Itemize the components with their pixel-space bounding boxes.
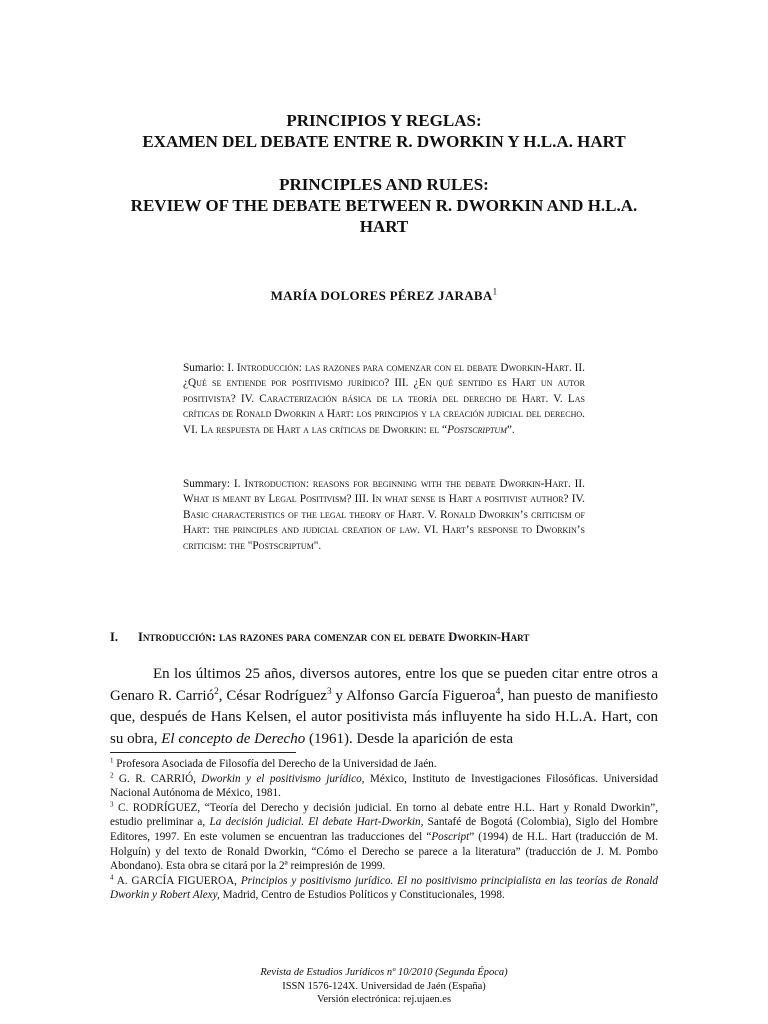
footnote-2-italic: Dworkin y el positivismo jurídico — [201, 772, 362, 785]
body-paragraph — [110, 664, 658, 750]
summary-spanish-text: Introducción: las razones para comenzar con el debate Dworkin-Hart. II. ¿Qué se entiende por positivismo jurídico? III. ¿En qué sentido es Hart un autor positivista? IV. Caracterización básica de la teoría del derecho de Hart. V. Las críticas de Ronald Dworkin a Hart: los principios y la creación judicial del derecho. VI. La respuesta de Hart a las críticas de Dworkin: el “ — [183, 362, 586, 436]
footnotes — [110, 757, 658, 903]
footnote-4 — [110, 874, 658, 903]
body-text-e: (1961). Desde la aparición de esta — [305, 730, 514, 747]
footnote-4-text-b: Madrid, Centro de Estudios Políticos y Constitucionales, 1998. — [219, 889, 505, 902]
footnote-4-number: 4 — [110, 873, 114, 882]
summary-english — [183, 477, 585, 554]
title-english-line-1: PRINCIPLES AND RULES: — [279, 175, 489, 194]
summary-spanish-end: ”. — [506, 423, 515, 436]
title-english — [80, 174, 688, 237]
section-heading — [110, 630, 670, 645]
footnote-1-text: Profesora Asociada de Filosofía del Derecho de la Universidad de Jaén. — [113, 758, 437, 770]
footnote-4-text-a: A. GARCÍA FIGUEROA, — [113, 874, 241, 887]
body-book-title: El concepto de Derecho — [161, 730, 306, 747]
body-text-a: En los últimos 25 años, diversos autores, entre los que se pueden citar entre otros a Genaro R. Carrió — [110, 666, 658, 704]
body-paragraph-1 — [110, 664, 658, 750]
body-text-b: , César Rodríguez — [218, 687, 327, 704]
running-footer — [110, 966, 658, 1007]
footer-version: Versión electrónica: rej.ujaen.es — [316, 994, 452, 1005]
footnote-3-text-b: Santafé de Bogotá (Colombia), Siglo del Hombre Editores, 1997. En este volumen se encuentran las traducciones del “ — [110, 816, 658, 843]
footnote-2-text-a: G. R. CARRIÓ, — [113, 772, 202, 785]
summary-spanish-italic: Postscriptum — [447, 423, 507, 436]
section-title: Introducción: las razones para comenzar con el debate Dworkin-Hart — [138, 630, 530, 644]
footnote-ref-4: 4 — [495, 686, 501, 697]
summary-english-lead: Summary: I. — [183, 478, 245, 490]
footnote-1 — [110, 757, 658, 772]
title-spanish-line-2: EXAMEN DEL DEBATE ENTRE R. DWORKIN Y H.L.A. HART — [142, 132, 626, 151]
author-line — [80, 288, 688, 304]
footnote-3-number: 3 — [110, 800, 114, 809]
body-text-c: y Alfonso García Figueroa — [331, 687, 496, 704]
section-number: I. — [110, 630, 118, 644]
body-text-d: , han puesto de manifiesto que, después de Hans Kelsen, el autor positivista más influyente ha sido H.L.A. Hart, con su obra, — [110, 687, 659, 747]
footnote-2-number: 2 — [110, 770, 114, 779]
title-spanish — [80, 110, 688, 152]
footnote-separator — [110, 752, 296, 753]
footnote-2-text-b: , México, Instituto de Investigaciones Filosóficas. Universidad Nacional Autónoma de México, 1981. — [110, 772, 659, 800]
footnote-3-italic-1: La decisión judicial. El debate Hart-Dworkin, — [209, 816, 424, 829]
footer-issn: ISSN 1576-124X. Universidad de Jaén (España) — [282, 980, 486, 992]
footnote-3-italic-2: Poscript — [431, 830, 470, 843]
summary-english-text: Introduction: reasons for beginning with the debate Dworkin-Hart. II. What is meant by Legal Positivism? III. In what sense is Hart a positivist author? IV. Basic characteristics of the legal theory of Hart. V. Ronald Dworkin’s criticism of Hart: the principles and judicial creation of law. VI. Hart’s response to Dworkin’s criticism: the "Postscriptum". — [183, 478, 586, 552]
title-english-line-2: REVIEW OF THE DEBATE BETWEEN R. DWORKIN AND H.L.A. — [130, 196, 638, 215]
footer-journal-text: Revista de Estudios Jurídicos nº 10/2010 (Segunda Época) — [260, 967, 508, 978]
footnote-1-number: 1 — [110, 756, 114, 765]
title-spanish-line-1: PRINCIPIOS Y REGLAS: — [286, 111, 482, 130]
author-name: MARÍA DOLORES PÉREZ JARABA — [270, 288, 493, 303]
footnote-4-italic: Principios y positivismo jurídico. El no positivismo principialista en las teorías de Ronald Dworkin y Robert Alexy, — [110, 874, 658, 902]
footnote-3 — [110, 801, 658, 874]
footnote-ref-3: 3 — [326, 686, 332, 697]
footnote-3-text-a: C. RODRÍGUEZ, “Teoría del Derecho y decisión judicial. En torno al debate entre H.L. Hart y Ronald Dworkin”, estudio preliminar a, — [110, 801, 658, 829]
summary-spanish — [183, 361, 585, 438]
footnote-ref-2: 2 — [214, 686, 219, 697]
footnote-2 — [110, 772, 658, 801]
title-english-line-3: HART — [359, 217, 409, 236]
summary-spanish-lead: Sumario: I. — [183, 362, 237, 374]
footnote-3-text-c: ” (1994) de H.L. Hart (traducción de M. Holguín) y del texto de Ronald Dworkin, “Cómo el Derecho se parece a la literatura” (traducción de J. M. Pombo Abondano). Esta obra se citará por la 2ª reimpresión de 1999. — [110, 830, 658, 873]
footer-journal — [110, 966, 658, 980]
author-footnote-ref: 1 — [492, 286, 498, 297]
